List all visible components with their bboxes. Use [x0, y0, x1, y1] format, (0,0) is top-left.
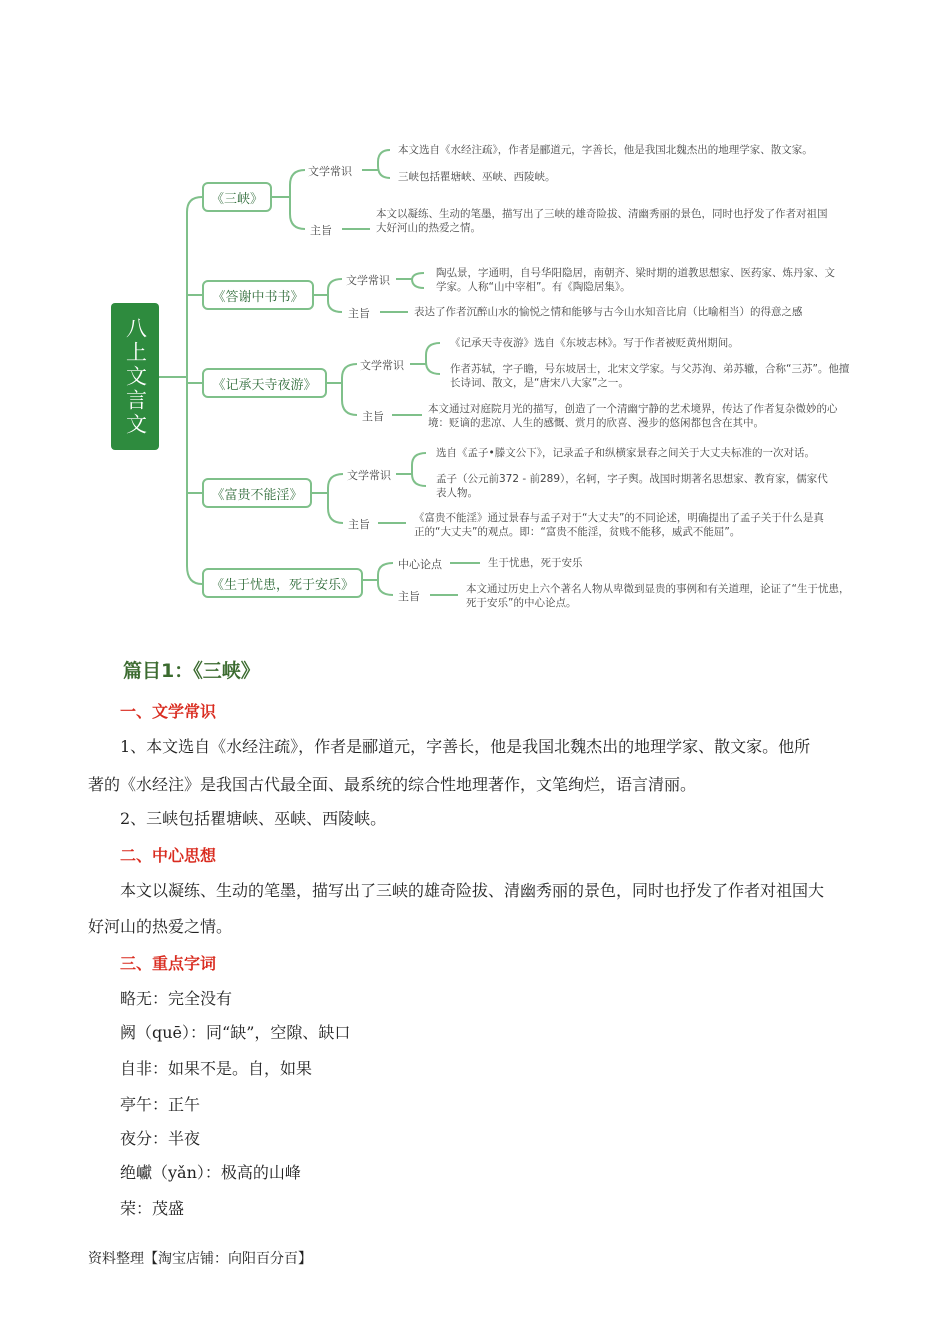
- branch-label: 文学常识: [308, 165, 352, 178]
- branch-label: 主旨: [362, 410, 384, 423]
- vocab-item: 自非：如果不是。自，如果: [120, 1059, 313, 1078]
- branch-label: 主旨: [348, 518, 370, 531]
- branch-node-sanxia: 《三峡》: [202, 182, 272, 212]
- branch-node-fgbny: 《富贵不能淫》: [202, 478, 312, 508]
- branch-label: 主旨: [348, 307, 370, 320]
- vocab-item: 亭午：正午: [120, 1095, 201, 1114]
- paragraph: 著的《水经注》是我国古代最全面、最系统的综合性地理著作，文笔绚烂，语言清丽。: [88, 775, 697, 794]
- paragraph: 好河山的热爱之情。: [88, 917, 233, 936]
- heading-literary-knowledge: 一、文学常识: [120, 702, 217, 721]
- branch-text: 陶弘景，字通明，自号华阳隐居，南朝齐、梁时期的道教思想家、医药家、炼丹家、文学家。人称“山中宰相”。有《陶隐居集》。: [436, 267, 835, 293]
- paragraph: 本文以凝练、生动的笔墨，描写出了三峡的雄奇险拔、清幽秀丽的景色，同时也抒发了作者对祖国大: [120, 881, 825, 900]
- branch-text: 三峡包括瞿塘峡、巫峡、西陵峡。: [398, 171, 556, 183]
- branch-node-dxzsx: 《答谢中书书》: [202, 280, 314, 310]
- vocab-item: 夜分：半夜: [120, 1129, 201, 1148]
- branch-text: 本文选自《水经注疏》，作者是郦道元，字善长，他是我国北魏杰出的地理学家、散文家。: [398, 144, 813, 156]
- branch-text: 孟子（公元前372 - 前289），名轲，字子舆。战国时期著名思想家、教育家，儒家代表人物。: [436, 473, 828, 499]
- vocab-item: 绝巘（yǎn）：极高的山峰: [120, 1163, 301, 1182]
- branch-text: 本文通过对庭院月光的描写，创造了一个清幽宁静的艺术境界，传达了作者复杂微妙的心境：贬谪的悲凉、人生的感慨、赏月的欣喜、漫步的悠闲都包含在其中。: [428, 403, 838, 429]
- branch-text: 表达了作者沉醉山水的愉悦之情和能够与古今山水知音比肩（比喻相当）的得意之感: [414, 306, 803, 318]
- branch-node-jctsyy: 《记承天寺夜游》: [202, 368, 327, 398]
- branch-text: 选自《孟子•滕文公下》，记录孟子和纵横家景春之间关于大丈夫标准的一次对话。: [436, 447, 815, 459]
- branch-text: 本文以凝练、生动的笔墨，描写出了三峡的雄奇险拔、清幽秀丽的景色，同时也抒发了作者对祖国大好河山的热爱之情。: [376, 208, 828, 234]
- section-title: 篇目1：《三峡》: [123, 660, 260, 682]
- branch-label: 文学常识: [360, 359, 404, 372]
- paragraph: 1、本文选自《水经注疏》，作者是郦道元，字善长，他是我国北魏杰出的地理学家、散文家。他所: [120, 737, 811, 756]
- mind-map: [0, 0, 950, 620]
- mind-map-root: 八上文言文: [111, 303, 159, 450]
- branch-text: 本文通过历史上六个著名人物从卑微到显贵的事例和有关道理，论证了“生于忧患，死于安乐”的中心论点。: [466, 583, 850, 609]
- branch-label: 文学常识: [347, 469, 391, 482]
- branch-label: 主旨: [310, 224, 332, 237]
- vocab-item: 略无：完全没有: [120, 989, 233, 1008]
- branch-label: 主旨: [398, 590, 420, 603]
- branch-text: 《记承天寺夜游》选自《东坡志林》。写于作者被贬黄州期间。: [450, 337, 739, 349]
- branch-text: 生于忧患，死于安乐: [488, 557, 583, 569]
- heading-central-idea: 二、中心思想: [120, 846, 217, 865]
- branch-label: 中心论点: [398, 558, 442, 571]
- branch-node-syyh: 《生于忧患，死于安乐》: [202, 568, 363, 598]
- paragraph: 2、三峡包括瞿塘峡、巫峡、西陵峡。: [120, 809, 387, 828]
- branch-text: 《富贵不能淫》通过景春与孟子对于“大丈夫”的不同论述，明确提出了孟子关于什么是真正的“大丈夫”的观点。即：“富贵不能淫，贫贱不能移，威武不能屈”。: [414, 512, 824, 538]
- heading-key-words: 三、重点字词: [120, 954, 217, 973]
- footer-note: 资料整理【淘宝店铺：向阳百分百】: [88, 1251, 312, 1267]
- branch-text: 作者苏轼，字子瞻，号东坡居士，北宋文学家。与父苏洵、弟苏辙，合称“三苏”。他擅长诗词、散文，是“唐宋八大家”之一。: [450, 363, 850, 389]
- vocab-item: 荣：茂盛: [120, 1199, 185, 1218]
- vocab-item: 阙（quē）：同“缺”，空隙、缺口: [120, 1023, 351, 1042]
- branch-label: 文学常识: [346, 274, 390, 287]
